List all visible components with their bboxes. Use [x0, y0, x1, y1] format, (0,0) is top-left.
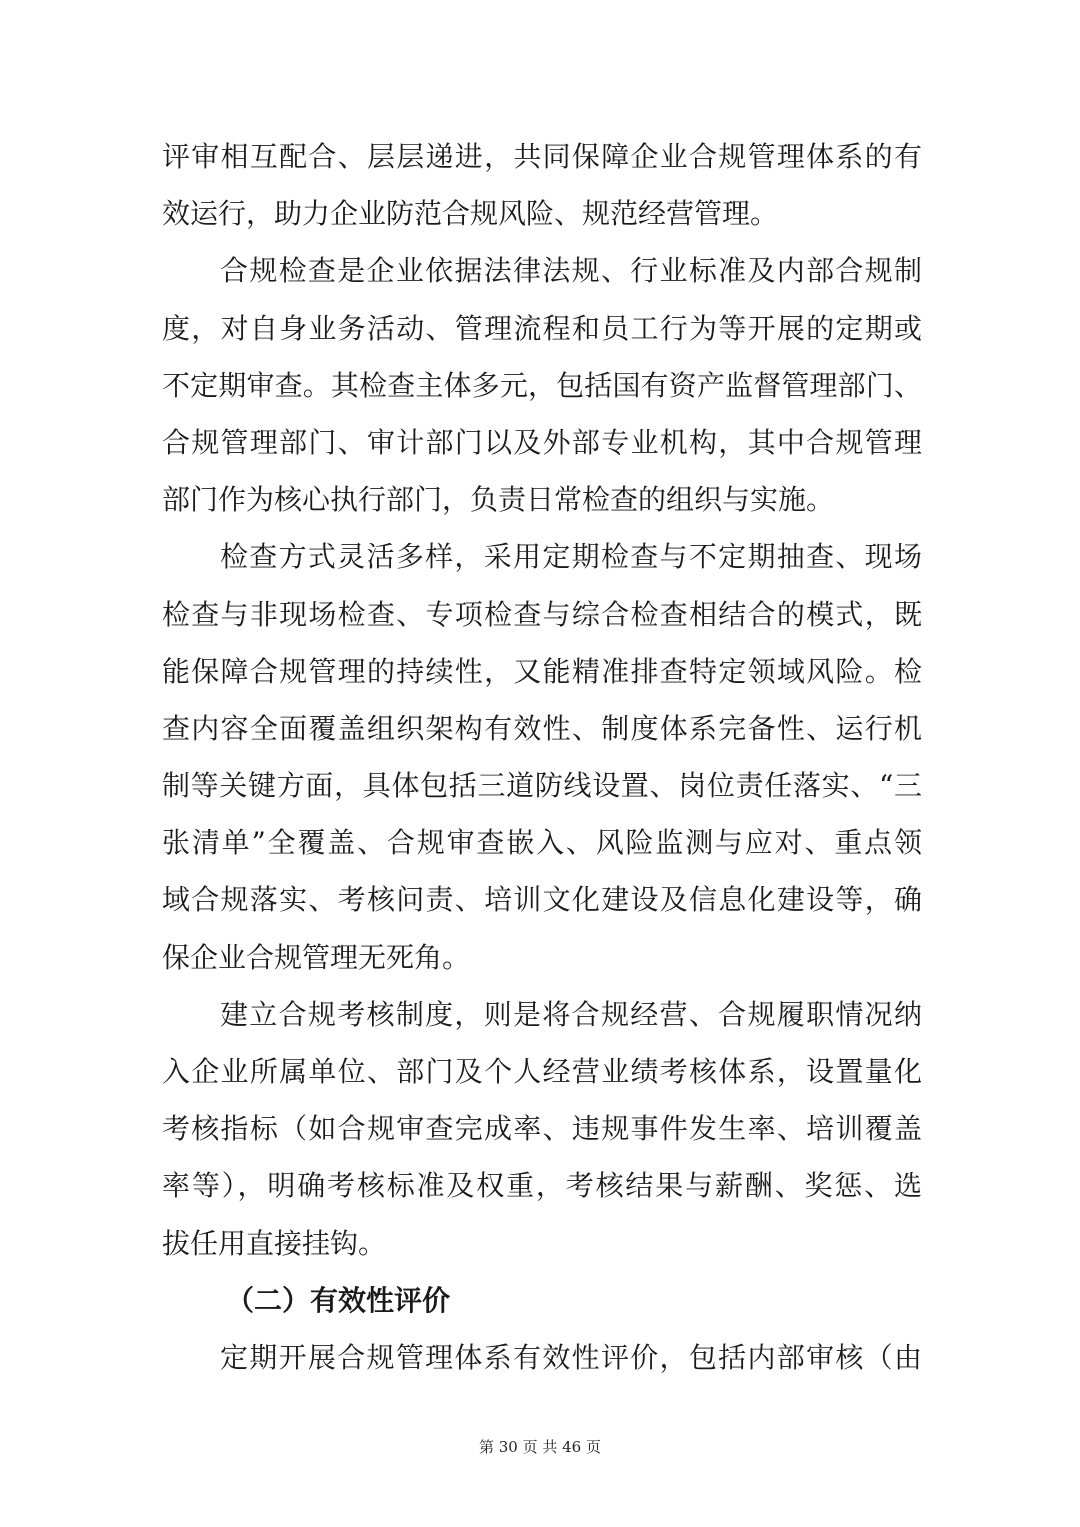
paragraph-line: 拔任用直接挂钩。 [162, 1226, 387, 1260]
paragraph-line: 评审相互配合、层层递进，共同保障企业合规管理体系的有 [162, 140, 922, 173]
paragraph-line: 域合规落实、考核问责、培训文化建设及信息化建设等，确 [162, 883, 922, 917]
paragraph-line: 制等关键方面，具体包括三道防线设置、岗位责任落实、“三 [162, 769, 922, 803]
paragraph-line: 张清单”全覆盖、合规审查嵌入、风险监测与应对、重点领 [162, 826, 922, 860]
page-footer: 第 30 页 共 46 页 [478, 1438, 601, 1456]
paragraph-line: 考核指标（如合规审查完成率、违规事件发生率、培训覆盖 [162, 1112, 922, 1146]
section-heading: （二）有效性评价 [226, 1283, 451, 1317]
paragraph-line: 检查与非现场检查、专项检查与综合检查相结合的模式，既 [162, 597, 922, 631]
paragraph-line: 度，对自身业务活动、管理流程和员工行为等开展的定期或 [162, 311, 922, 345]
paragraph-line: 合规检查是企业依据法律法规、行业标准及内部合规制 [220, 254, 922, 288]
paragraph-line: 效运行，助力企业防范合规风险、规范经营管理。 [162, 197, 779, 231]
paragraph-line: 率等），明确考核标准及权重，考核结果与薪酬、奖惩、选 [162, 1169, 922, 1203]
paragraph-line: 入企业所属单位、部门及个人经营业绩考核体系，设置量化 [162, 1055, 922, 1088]
paragraph-line: 合规管理部门、审计部门以及外部专业机构，其中合规管理 [162, 425, 922, 459]
paragraph-line: 不定期审查。其检查主体多元，包括国有资产监督管理部门、 [162, 368, 922, 402]
paragraph-line: 能保障合规管理的持续性，又能精准排查特定领域风险。检 [162, 654, 922, 688]
paragraph-line: 检查方式灵活多样，采用定期检查与不定期抽查、现场 [220, 540, 922, 574]
body-text [162, 128, 922, 1386]
paragraph-line: 保企业合规管理无死角。 [162, 940, 471, 974]
paragraph-line: 查内容全面覆盖组织架构有效性、制度体系完备性、运行机 [162, 711, 922, 745]
paragraph-line: 建立合规考核制度，则是将合规经营、合规履职情况纳 [220, 997, 922, 1031]
paragraph-line: 定期开展合规管理体系有效性评价，包括内部审核（由 [220, 1340, 922, 1374]
paragraph-line: 部门作为核心执行部门，负责日常检查的组织与实施。 [162, 483, 835, 517]
